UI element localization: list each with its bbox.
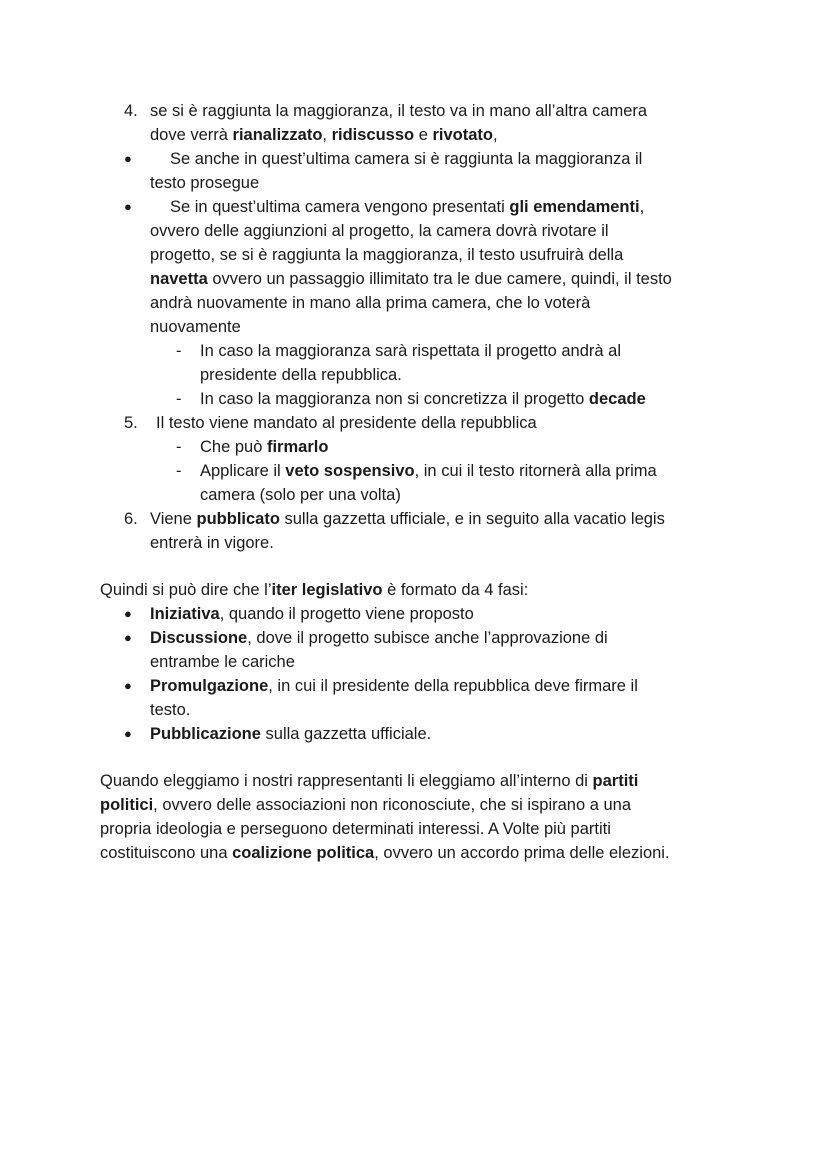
bullet-marker: ●: [124, 199, 132, 214]
text-span: Applicare il: [200, 462, 286, 480]
text-line: [200, 387, 646, 411]
text-span: , in cui il testo ritornerà alla prima: [414, 462, 657, 480]
bold-term: navetta: [150, 270, 208, 288]
bold-term: iter legislativo: [271, 581, 383, 599]
bold-term: veto sospensivo: [285, 462, 415, 480]
text-span: ,: [493, 126, 498, 144]
paragraph-line: [100, 841, 670, 865]
text-span: ,: [639, 198, 645, 216]
bold-term: partiti: [592, 772, 639, 790]
text-span: ovvero un passaggio illimitato tra le due camere, quindi, il testo: [207, 270, 672, 288]
phase-item: [150, 626, 608, 650]
phase-item: [150, 722, 431, 746]
text-span: sulla gazzetta ufficiale.: [260, 725, 432, 743]
text-line: Se anche in quest’ultima camera si è raggiunta la maggioranza il: [170, 150, 643, 168]
text-line: Il testo viene mandato al presidente della repubblica: [156, 414, 537, 432]
text-span: Che può: [200, 438, 267, 456]
text-span: , ovvero delle associazioni non riconosciute, che si ispirano a una: [153, 796, 632, 814]
text-span: , quando il progetto viene proposto: [219, 605, 474, 623]
text-span: ,: [322, 126, 332, 144]
text-line: entrambe le cariche: [150, 653, 295, 671]
text-span: e: [414, 126, 433, 144]
text-line: [170, 195, 644, 219]
text-span: , dove il progetto subisce anche l’approvazione di: [247, 629, 608, 647]
text-line: progetto, se si è raggiunta la maggioranza, il testo usufruirà della: [150, 246, 624, 264]
bold-term: coalizione politica: [232, 844, 375, 862]
bold-term: Iniziativa: [150, 605, 220, 623]
text-line: [200, 459, 657, 483]
text-span: è formato da 4 fasi:: [382, 581, 529, 599]
text-line: [150, 507, 665, 531]
bold-term: Pubblicazione: [150, 725, 261, 743]
bullet-marker: ●: [124, 151, 132, 166]
text-span: dove verrà: [150, 126, 233, 144]
list-marker: 5.: [124, 414, 138, 432]
text-line: testo.: [150, 701, 191, 719]
dash-marker: -: [176, 462, 182, 480]
bullet-marker: ●: [124, 606, 132, 621]
bullet-marker: ●: [124, 678, 132, 693]
phase-item: [150, 674, 638, 698]
text-line: In caso la maggioranza sarà rispettata il progetto andrà al: [200, 342, 621, 360]
bold-term: politici: [100, 796, 154, 814]
list-marker: 6.: [124, 510, 138, 528]
bullet-marker: ●: [124, 630, 132, 645]
text-line: camera (solo per una volta): [200, 486, 401, 504]
bold-term: gli emendamenti: [509, 198, 640, 216]
text-span: Quando eleggiamo i nostri rappresentanti li eleggiamo all’interno di: [100, 772, 593, 790]
text-span: Viene: [150, 510, 197, 528]
paragraph-line: [100, 578, 528, 602]
bold-term: pubblicato: [196, 510, 280, 528]
list-marker: 4.: [124, 102, 138, 120]
text-span: , in cui il presidente della repubblica deve firmare il: [268, 677, 638, 695]
dash-marker: -: [176, 390, 182, 408]
bold-term: rianalizzato: [232, 126, 323, 144]
text-span: sulla gazzetta ufficiale, e in seguito alla vacatio legis: [279, 510, 665, 528]
text-span: In caso la maggioranza non si concretizza il progetto: [200, 390, 589, 408]
paragraph-line: [100, 793, 631, 817]
phase-item: [150, 602, 474, 626]
bullet-marker: ●: [124, 726, 132, 741]
bold-term: Discussione: [150, 629, 248, 647]
text-span: , ovvero un accordo prima delle elezioni.: [374, 844, 670, 862]
text-line: testo prosegue: [150, 174, 260, 192]
bold-term: decade: [588, 390, 646, 408]
text-line: nuovamente: [150, 318, 241, 336]
bold-term: Promulgazione: [150, 677, 269, 695]
text-line: presidente della repubblica.: [200, 366, 402, 384]
bold-term: firmarlo: [266, 438, 329, 456]
paragraph-line: propria ideologia e perseguono determinati interessi. A Volte più partiti: [100, 820, 611, 838]
text-line: [200, 435, 328, 459]
text-span: Se in quest’ultima camera vengono presentati: [170, 198, 510, 216]
paragraph-line: [100, 769, 638, 793]
text-line: [150, 123, 498, 147]
text-span: Quindi si può dire che l’: [100, 581, 272, 599]
text-line: [150, 267, 672, 291]
text-line: andrà nuovamente in mano alla prima camera, che lo voterà: [150, 294, 591, 312]
text-line: entrerà in vigore.: [150, 534, 274, 552]
text-line: se si è raggiunta la maggioranza, il testo va in mano all’altra camera: [150, 102, 648, 120]
text-line: ovvero delle aggiunzioni al progetto, la camera dovrà rivotare il: [150, 222, 609, 240]
text-span: costituiscono una: [100, 844, 233, 862]
dash-marker: -: [176, 438, 182, 456]
bold-term: ridiscusso: [331, 126, 415, 144]
dash-marker: -: [176, 342, 182, 360]
bold-term: rivotato: [432, 126, 493, 144]
